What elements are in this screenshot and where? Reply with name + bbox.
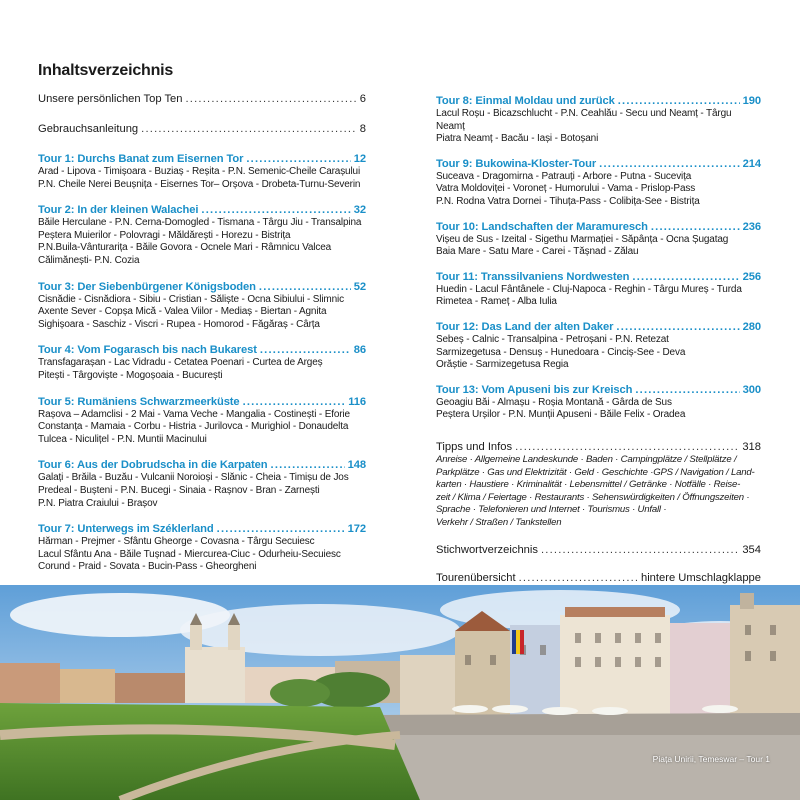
toc-page-number: 12 <box>353 153 366 165</box>
toc-entry <box>38 92 366 106</box>
leader-dots <box>632 270 739 284</box>
tour-stops-line: Pitești - Târgoviște - Mogoșoaia - București <box>38 369 223 381</box>
tour-stops-line: Geoagiu Băi - Almașu - Roșia Montană - Gârda de Sus <box>436 396 672 408</box>
tour-stops-line: Sprache · Telefonieren und Internet · Tourismus · Unfall · <box>436 504 667 516</box>
tour-block <box>436 383 761 422</box>
tour-stops-line: Sarmizegetusa - Densuș - Hunedoara - Cinciș-See - Deva <box>436 346 686 358</box>
toc-page-number: 318 <box>742 440 761 453</box>
tour-stops-line: Lacul Roșu - Bicazschlucht - P.N. Ceahlău - Secu und Neamț - Târgu Neamț <box>436 108 732 132</box>
leader-dots <box>651 220 740 234</box>
tour-stops-line: Hărman - Prejmer - Sfântu Gheorge - Covasna - Târgu Secuiesc <box>38 536 315 548</box>
toc-entry-title: Tour 11: Transsilvaniens Nordwesten <box>436 270 630 283</box>
tour-stops-line: Suceava - Dragomirna - Patrauți - Arbore - Putna - Sucevița <box>436 170 692 182</box>
toc-page-number: 256 <box>742 270 761 283</box>
toc-entry-title: Tour 12: Das Land der alten Daker <box>436 320 614 333</box>
leader-dots <box>515 440 739 454</box>
toc-left-column <box>38 92 366 586</box>
toc-entry-title: Tour 4: Vom Fogarasch bis nach Bukarest <box>38 344 257 357</box>
tour-stops-line: Axente Sever - Copșa Mică - Valea Viilor - Mediaș - Biertan - Agnita <box>38 306 327 318</box>
tour-stops-line: Peștera Muierilor - Polovragi - Măldărești - Horezu - Bistrița <box>38 229 291 241</box>
toc-entry <box>436 383 761 397</box>
tour-block <box>436 220 761 259</box>
leader-dots <box>599 157 739 171</box>
tour-block <box>436 94 761 146</box>
toc-entry <box>38 522 366 536</box>
toc-page-number: 32 <box>353 204 366 217</box>
leader-dots <box>635 383 739 397</box>
toc-plain-entry <box>38 92 366 106</box>
toc-entry <box>436 440 761 454</box>
toc-page-number: 190 <box>742 95 761 107</box>
tour-stops-line: Lacul Sfântu Ana - Băile Tușnad - Miercurea-Ciuc - Odurheiu-Secuiesc <box>38 548 341 560</box>
tour-stops-line: Cisnădie - Cisnădiora - Sibiu - Cristian - Săliște - Ocna Sibiului - Slimnic <box>38 293 344 305</box>
toc-page-number: 354 <box>742 544 761 557</box>
tour-stops-line: Piatra Neamț - Bacău - Iași - Botoșani <box>436 133 599 145</box>
tour-stops-line: Corund - Praid - Sovata - Bucin-Pass - Gheorgheni <box>38 561 257 573</box>
tour-stops-line: Galați - Brăila - Buzău - Vulcanii Noroioși - Slănic - Cheia - Timișu de Jos <box>38 472 349 484</box>
leader-dots <box>141 122 357 136</box>
toc-entry-title: Unsere persönlichen Top Ten <box>38 93 183 105</box>
tour-stops-line: Vatra Moldoviței - Voroneț - Humorului - Vama - Prislop-Pass <box>436 183 696 195</box>
toc-page-number: 6 <box>359 93 366 105</box>
tour-stops-line: Rimetea - Rameț - Alba Iulia <box>436 296 557 308</box>
toc-entry <box>38 458 366 472</box>
toc-page-number: hintere Umschlagklappe <box>640 572 761 585</box>
tour-stops-line: Huedin - Lacul Fântânele - Cluj-Napoca - Reghin - Târgu Mureș - Turda <box>436 283 742 295</box>
toc-entry-title: Tour 10: Landschaften der Maramuresch <box>436 220 648 233</box>
tour-block <box>436 270 761 309</box>
toc-entry-title: Tour 5: Rumäniens Schwarzmeerküste <box>38 395 240 408</box>
tour-stops-line: P.N. Rodna Vatra Dornei - Tihuța-Pass - Colibița-See - Bistrița <box>436 195 700 207</box>
toc-entry <box>38 122 366 136</box>
tour-block <box>38 343 366 382</box>
toc-page-number: 52 <box>353 280 366 293</box>
tour-stops-line: karten · Haustiere · Kriminalität · Lebensmittel / Getränke · Notfälle · Reise- <box>436 479 741 491</box>
tour-stops-line: Călimănești- P.N. Cozia <box>38 254 140 266</box>
toc-page-number: 280 <box>742 320 761 333</box>
leader-dots <box>246 152 350 166</box>
tour-stops-line: P.N. Piatra Craiului - Brașov <box>38 497 158 509</box>
leader-dots <box>618 94 740 108</box>
leader-dots <box>243 395 346 409</box>
toc-entry <box>436 220 761 234</box>
tour-stops-line: Sebeș - Calnic - Transalpina - Petroșani - P.N. Retezat <box>436 333 669 345</box>
photo-caption: Piața Unirii, Temeswar – Tour 1 <box>652 754 770 764</box>
leader-dots <box>201 203 350 217</box>
tour-stops-line: Rașova – Adamclisi - 2 Mai - Vama Veche - Mangalia - Costinești - Eforie <box>38 408 350 420</box>
tour-stops-line: Predeal - Bușteni - P.N. Bucegi - Sinaia - Rașnov - Bran - Zarnești <box>38 484 320 496</box>
tour-stops-line: Orăștie - Sarmizegetusa Regia <box>436 359 569 371</box>
toc-entry <box>436 94 761 108</box>
tour-stops-line: Parkplätze · Gas und Elektrizität · Geld · Geschichte ·GPS / Navigation / Land- <box>436 466 755 478</box>
leader-dots <box>519 571 638 585</box>
toc-entry <box>436 571 761 585</box>
tour-block <box>38 152 366 191</box>
tour-block <box>38 522 366 574</box>
square-panorama-image <box>0 585 800 800</box>
index-entry <box>436 543 761 557</box>
tour-stops-line: Tulcea - Niculițel - P.N. Muntii Macinului <box>38 433 207 445</box>
toc-right-column <box>436 92 761 585</box>
tour-block <box>38 280 366 332</box>
tour-stops-line: Băile Herculane - P.N. Cerna-Domogled - Tismana - Târgu Jiu - Transalpina <box>38 217 362 229</box>
tour-stops-line: Baia Mare - Satu Mare - Carei - Tășnad - Zălau <box>436 246 639 258</box>
toc-entry-title: Tour 6: Aus der Dobrudscha in die Karpaten <box>38 459 268 472</box>
tour-block <box>38 395 366 447</box>
leader-dots <box>186 92 357 106</box>
tour-stops-line: Peștera Urșilor - P.N. Munții Apuseni - Băile Felix - Oradea <box>436 409 686 421</box>
toc-entry-title: Tour 2: In der kleinen Walachei <box>38 204 199 217</box>
cover-photo-panorama <box>0 585 800 800</box>
toc-page-number: 148 <box>347 459 366 472</box>
tour-block <box>38 458 366 510</box>
tour-block <box>38 203 366 267</box>
toc-entry <box>38 343 366 357</box>
toc-page-number: 172 <box>347 523 366 536</box>
toc-entry-title: Gebrauchsanleitung <box>38 123 139 135</box>
toc-entry-title: Stichwortverzeichnis <box>436 544 538 557</box>
tour-stops-line: zeit / Klima / Feiertage · Restaurants · Sehenswürdigkeiten / Öffnungszeiten · <box>436 491 750 503</box>
tour-stops-line: Arad - Lipova - Timișoara - Buziaș - Reșita - P.N. Semenic-Cheile Carașului <box>38 166 361 177</box>
tour-block <box>436 157 761 209</box>
overview-entry <box>436 571 761 585</box>
tour-stops-line: Anreise · Allgemeine Landeskunde · Baden · Campingplätze / Stellplätze / <box>436 453 737 465</box>
toc-entry <box>436 157 761 171</box>
tour-stops-line: Verkehr / Straßen / Tankstellen <box>436 516 562 528</box>
toc-entry-title: Tour 7: Unterwegs im Széklerland <box>38 523 214 536</box>
leader-dots <box>217 522 345 536</box>
toc-entry <box>436 270 761 284</box>
tour-stops-line: Vișeu de Sus - Izeital - Sigethu Marmației - Săpânța - Ocna Șugatag <box>436 233 729 245</box>
toc-entry <box>436 543 761 557</box>
toc-entry <box>38 280 366 294</box>
leader-dots <box>259 280 351 294</box>
toc-page-number: 8 <box>359 123 366 135</box>
toc-entry <box>38 203 366 217</box>
toc-entry-title: Tour 13: Vom Apuseni bis zur Kreisch <box>436 383 633 396</box>
tour-block <box>436 320 761 372</box>
toc-entry-title: Tour 1: Durchs Banat zum Eisernen Tor <box>38 153 244 165</box>
toc-page-number: 86 <box>353 344 366 357</box>
toc-page-number: 300 <box>742 383 761 396</box>
leader-dots <box>271 458 345 472</box>
toc-page-number: 236 <box>742 220 761 233</box>
toc-entry-title: Tour 3: Der Siebenbürgener Königsboden <box>38 280 256 293</box>
toc-entry <box>38 152 366 166</box>
tour-stops-line: P.N.Buila-Vânturarița - Băile Govora - Ocnele Mari - Râmnicu Valcea <box>38 242 332 254</box>
toc-entry-title: Tour 8: Einmal Moldau und zurück <box>436 95 615 107</box>
page-title: Inhaltsverzeichnis <box>38 62 174 79</box>
leader-dots <box>541 543 739 557</box>
tour-stops-line: Sighișoara - Saschiz - Viscri - Rupea - Homorod - Făgăraș - Cârța <box>38 318 320 330</box>
toc-entry <box>436 320 761 334</box>
toc-plain-entry <box>38 122 366 136</box>
toc-page-number: 116 <box>348 395 366 408</box>
toc-entry-title: Tourenübersicht <box>436 572 516 585</box>
toc-entry-title: Tour 9: Bukowina-Kloster-Tour <box>436 157 597 170</box>
tour-stops-line: Constanța - Mamaia - Corbu - Histria - Jurilovca - Murighiol - Donaudelta <box>38 421 349 433</box>
leader-dots <box>616 320 739 334</box>
toc-page-number: 214 <box>742 157 761 170</box>
tour-stops-line: P.N. Cheile Nerei Beușnița - Eisernes Tor– Orșova - Drobeta-Turnu-Severin <box>38 178 361 190</box>
toc-entry <box>38 395 366 409</box>
tour-stops-line: Transfagarașan - Lac Vidradu - Cetatea Poenari - Curtea de Argeș <box>38 357 323 369</box>
toc-entry-title: Tipps und Infos <box>436 440 513 453</box>
leader-dots <box>260 343 351 357</box>
tips-and-info-block <box>436 440 761 530</box>
